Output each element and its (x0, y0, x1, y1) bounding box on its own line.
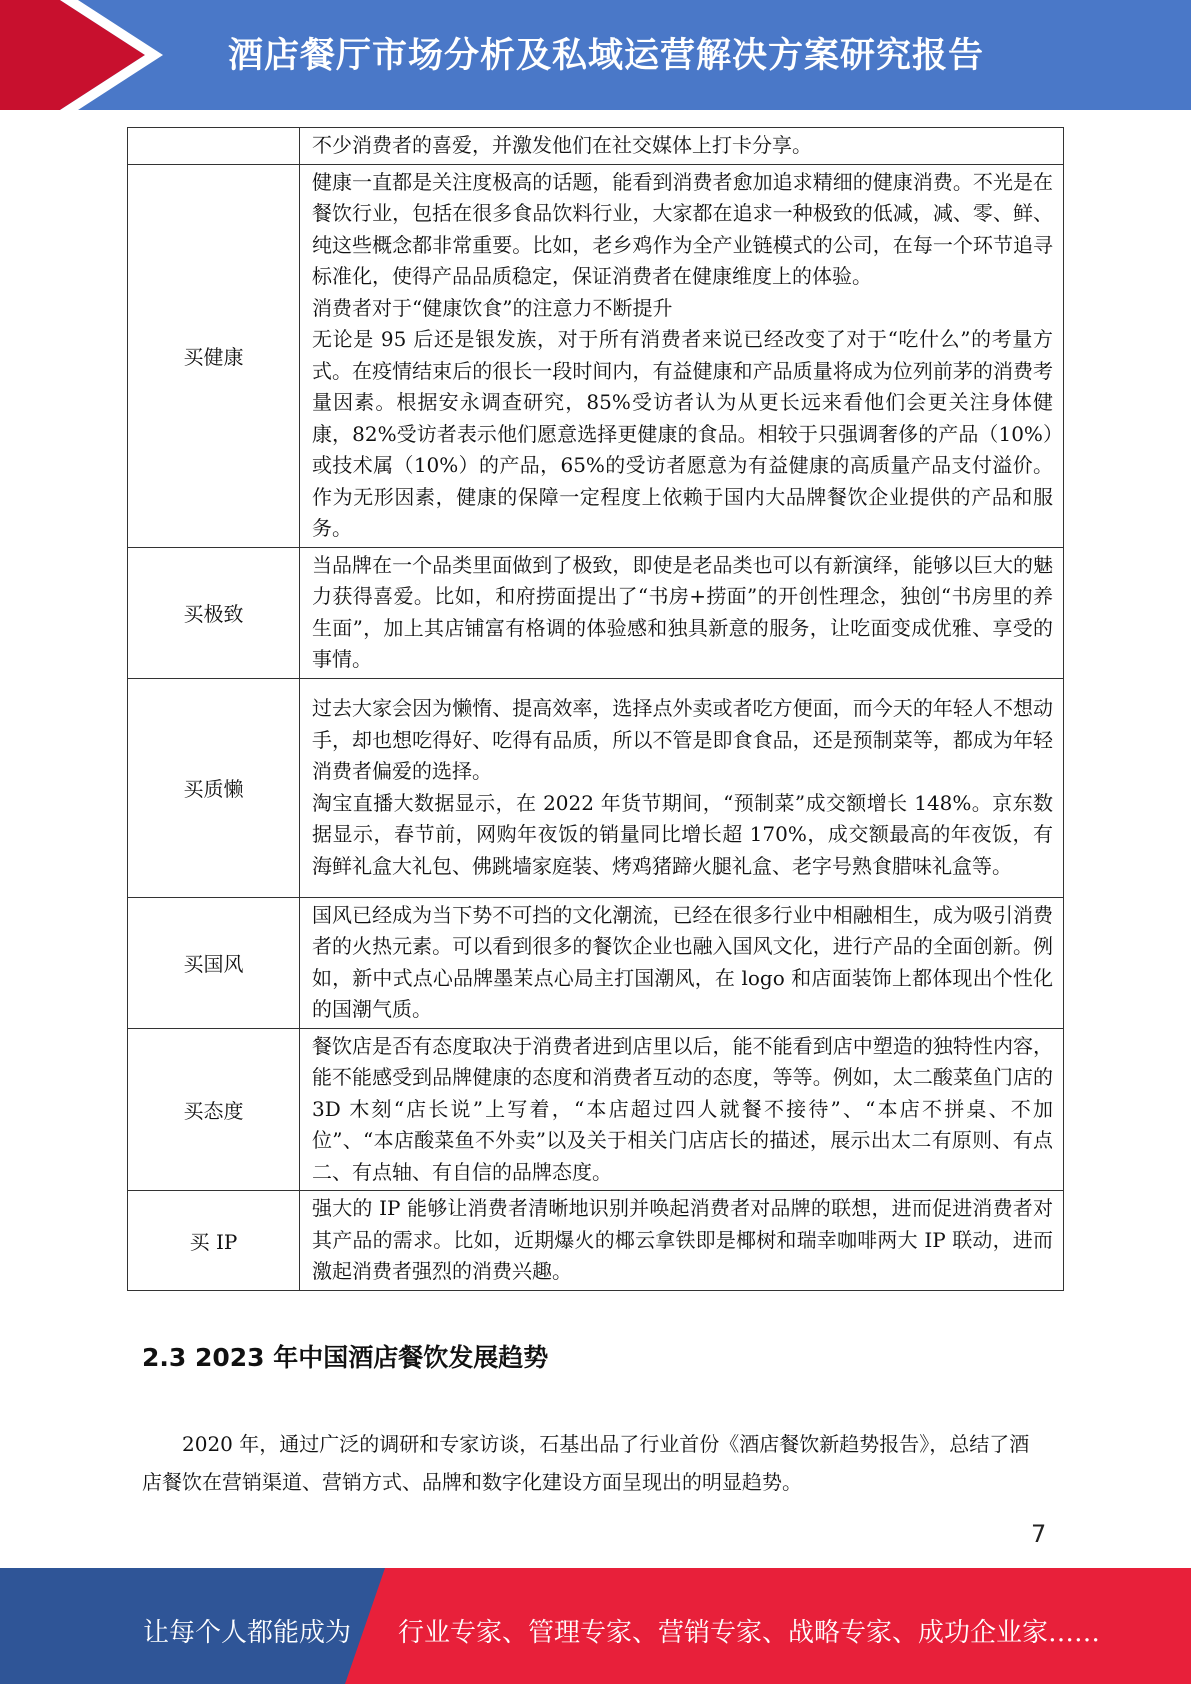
row-paragraph: 强大的 IP 能够让消费者清晰地识别并唤起消费者对品牌的联想，进而促进消费者对其产品的需求。比如，近期爆火的椰云拿铁即是椰树和瑞幸咖啡两大 IP 联动，进而激起消费者强烈的消费兴趣。 (312, 1196, 1053, 1283)
footer-slogan-right: 行业专家、管理专家、营销专家、战略专家、成功企业家…… (398, 1618, 1101, 1648)
row-label (128, 128, 300, 165)
row-label: 买健康 (128, 164, 300, 547)
table-row (128, 1028, 1064, 1191)
row-paragraph: 餐饮店是否有态度取决于消费者进到店里以后，能不能看到店中塑造的独特性内容，能不能感受到品牌健康的态度和消费者互动的态度，等等。例如，太二酸菜鱼门店的 3D 木刻“店长说”上写着，“本店超过四人就餐不接待”、“本店不拼桌、不加位”、“本店酸菜鱼不外卖”以及关于相关门店店长的描述，展示出太二有原则、有点二、有点轴、有自信的品牌态度。 (312, 1033, 1053, 1184)
row-paragraph: 不少消费者的喜爱，并激发他们在社交媒体上打卡分享。 (312, 133, 812, 157)
row-paragraph: 无论是 95 后还是银发族，对于所有消费者来说已经改变了对于“吃什么”的考量方式。在疫情结束后的很长一段时间内，有益健康和产品质量将成为位列前茅的消费考量因素。根据安永调查研究，85%受访者认为从更长远来看他们会更关注身体健康，82%受访者表示他们愿意选择更健康的食品。相较于只强调奢侈的产品（10%）或技术属（10%）的产品，65%的受访者愿意为有益健康的高质量产品支付溢价。作为无形因素，健康的保障一定程度上依赖于国内大品牌餐饮企业提供的产品和服务。 (312, 327, 1053, 540)
row-paragraph: 健康一直都是关注度极高的话题，能看到消费者愈加追求精细的健康消费。不光是在餐饮行业，包括在很多食品饮料行业，大家都在追求一种极致的低减，减、零、鲜、纯这些概念都非常重要。比如，老乡鸡作为全产业链模式的公司，在每一个环节追寻标准化，使得产品品质稳定，保证消费者在健康维度上的体验。 (312, 169, 1053, 288)
table-row (128, 128, 1064, 165)
row-paragraph: 淘宝直播大数据显示，在 2022 年货节期间，“预制菜”成交额增长 148%。京东数据显示，春节前，网购年夜饭的销量同比增长超 170%，成交额最高的年夜饭，有海鲜礼盒大礼包、佛跳墙家庭装、烤鸡猪蹄火腿礼盒、老字号熟食腊味礼盒等。 (312, 790, 1053, 878)
row-paragraph: 过去大家会因为懒惰、提高效率，选择点外卖或者吃方便面，而今天的年轻人不想动手，却也想吃得好、吃得有品质，所以不管是即食食品，还是预制菜等，都成为年轻消费者偏爱的选择。 (312, 696, 1053, 783)
consumer-trend-table (127, 127, 1064, 1291)
row-content (300, 897, 1064, 1028)
row-content (300, 128, 1064, 165)
row-label: 买 IP (128, 1191, 300, 1291)
section-paragraph: 2020 年，通过广泛的调研和专家访谈，石基出品了行业首份《酒店餐饮新趋势报告》，总结了酒店餐饮在营销渠道、营销方式、品牌和数字化建设方面呈现出的明显趋势。 (142, 1432, 1030, 1494)
table-row (128, 547, 1064, 678)
row-paragraph: 消费者对于“健康饮食”的注意力不断提升 (312, 295, 673, 320)
row-content (300, 164, 1064, 547)
row-label: 买态度 (128, 1028, 300, 1191)
table-row (128, 897, 1064, 1028)
table-row (128, 1191, 1064, 1291)
page-footer (0, 1568, 1191, 1684)
footer-slogan-left: 让每个人都能成为 (143, 1618, 352, 1648)
row-paragraph: 当品牌在一个品类里面做到了极致，即使是老品类也可以有新演绎，能够以巨大的魅力获得喜爱。比如，和府捞面提出了“书房+捞面”的开创性理念，独创“书房里的养生面”，加上其店铺富有格调的体验感和独具新意的服务，让吃面变成优雅、享受的事情。 (312, 552, 1053, 671)
row-paragraph: 国风已经成为当下势不可挡的文化潮流，已经在很多行业中相融相生，成为吸引消费者的火热元素。可以看到很多的餐饮企业也融入国风文化，进行产品的全面创新。例如，新中式点心品牌墨茉点心局主打国潮风，在 logo 和店面装饰上都体现出个性化的国潮气质。 (312, 902, 1053, 1021)
section-heading: 2.3 2023 年中国酒店餐饮发展趋势 (142, 1343, 549, 1372)
row-content (300, 1028, 1064, 1191)
row-label: 买质懒 (128, 678, 300, 897)
page-header (0, 0, 1191, 110)
row-content (300, 678, 1064, 897)
row-content (300, 547, 1064, 678)
page-number: 7 (1031, 1520, 1047, 1548)
header-title: 酒店餐厅市场分析及私域运营解决方案研究报告 (228, 36, 985, 76)
row-label: 买极致 (128, 547, 300, 678)
row-label: 买国风 (128, 897, 300, 1028)
table-row (128, 678, 1064, 897)
table-row (128, 164, 1064, 547)
row-content (300, 1191, 1064, 1291)
